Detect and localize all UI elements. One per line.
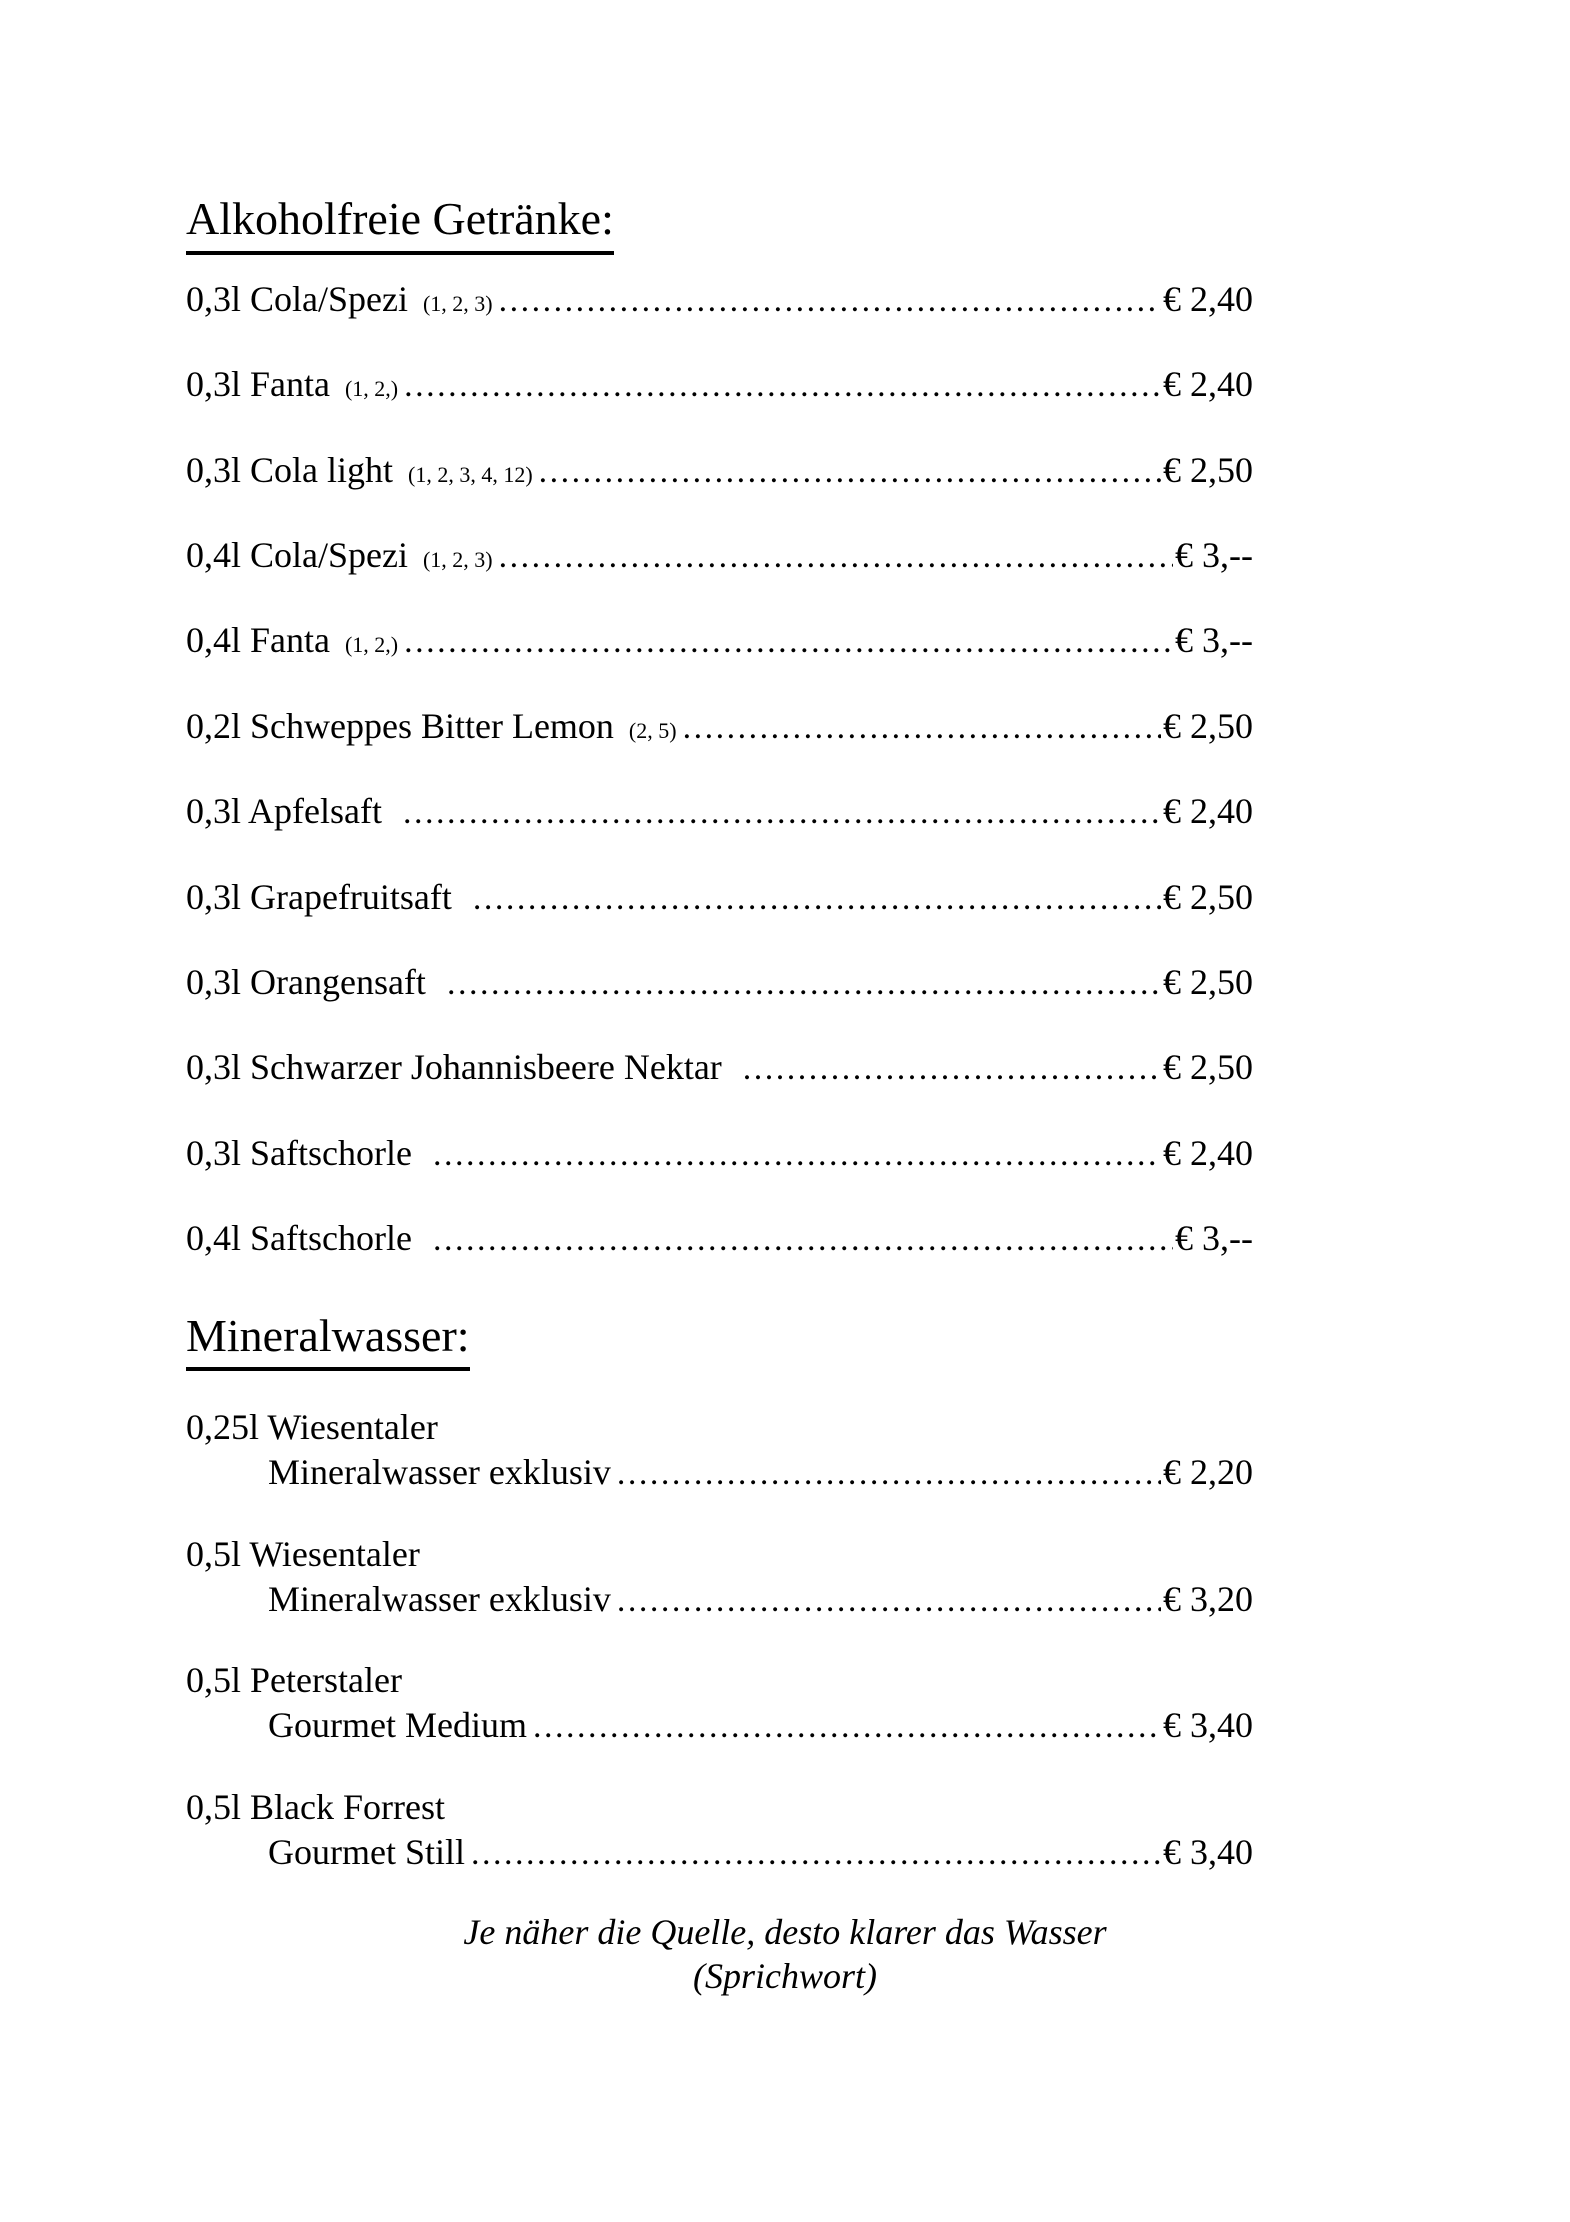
item-name: 0,3l Cola light	[186, 449, 393, 490]
dot-leader	[433, 1220, 1173, 1259]
item-price: € 2,40	[1163, 791, 1253, 832]
item-line1: 0,25l Wiesentaler	[186, 1407, 438, 1448]
item-note: (1, 2, 3, 4, 12)	[408, 461, 533, 487]
item-price: € 2,40	[1163, 1132, 1253, 1173]
menu-item-row	[186, 279, 1253, 320]
mineral-item	[186, 1405, 1253, 1496]
menu-item-row	[186, 1047, 1253, 1088]
menu-item-row	[186, 791, 1253, 832]
menu-item-row	[186, 450, 1253, 491]
menu-item-row	[186, 364, 1253, 405]
dot-leader	[617, 1453, 1161, 1496]
dot-leader	[433, 1135, 1161, 1174]
item-line2-row	[186, 1577, 1253, 1623]
menu-item-row	[186, 962, 1253, 1003]
dot-leader	[404, 366, 1161, 405]
item-line1: 0,5l Peterstaler	[186, 1660, 402, 1701]
section-heading-text: Mineralwasser:	[186, 1310, 470, 1372]
item-name: 0,3l Fanta	[186, 364, 330, 405]
item-name: 0,3l Orangensaft	[186, 962, 426, 1003]
item-name: 0,4l Cola/Spezi	[186, 535, 408, 576]
item-name: 0,3l Apfelsaft	[186, 791, 382, 832]
item-line2-row	[186, 1703, 1253, 1749]
menu-item-row	[186, 877, 1253, 918]
item-price: € 2,40	[1163, 278, 1253, 319]
item-price: € 3,--	[1175, 620, 1253, 661]
item-price: € 2,40	[1163, 364, 1253, 405]
item-price: € 2,50	[1163, 876, 1253, 917]
dot-leader	[404, 622, 1173, 661]
item-price: € 2,50	[1163, 449, 1253, 490]
item-line2: Mineralwasser exklusiv	[268, 1578, 611, 1619]
quote-attribution: (Sprichwort)	[693, 1955, 877, 1996]
item-price: € 3,--	[1175, 1218, 1253, 1259]
item-note: (2, 5)	[628, 717, 677, 743]
item-price: € 2,50	[1163, 962, 1253, 1003]
mineral-item	[186, 1785, 1253, 1876]
item-name: 0,4l Fanta	[186, 620, 330, 661]
item-line1: 0,5l Black Forrest	[186, 1786, 445, 1827]
section-heading-mineralwasser	[186, 1310, 1253, 1372]
footer-quote	[0, 1911, 1570, 1997]
menu-item-row	[186, 706, 1253, 747]
item-note: (1, 2,)	[344, 376, 399, 402]
item-price: € 3,20	[1163, 1578, 1253, 1619]
dot-leader	[683, 708, 1161, 747]
item-name: 0,3l Cola/Spezi	[186, 278, 408, 319]
mineral-item	[186, 1532, 1253, 1623]
item-note: (1, 2, 3)	[422, 290, 493, 316]
item-line2-row	[186, 1450, 1253, 1496]
item-price: € 2,50	[1163, 705, 1253, 746]
mineral-item	[186, 1658, 1253, 1749]
dot-leader	[743, 1049, 1161, 1088]
section-heading-text: Alkoholfreie Getränke:	[186, 193, 614, 255]
item-price: € 2,20	[1163, 1452, 1253, 1493]
item-line2: Mineralwasser exklusiv	[268, 1452, 611, 1493]
item-price: € 3,40	[1163, 1831, 1253, 1872]
menu-item-row	[186, 620, 1253, 661]
dot-leader	[617, 1580, 1161, 1623]
item-price: € 2,50	[1163, 1047, 1253, 1088]
menu-item-row	[186, 1218, 1253, 1259]
dot-leader	[533, 1706, 1161, 1749]
item-line2: Gourmet Medium	[268, 1705, 527, 1746]
menu-item-row	[186, 1133, 1253, 1174]
menu-item-row	[186, 535, 1253, 576]
dot-leader	[471, 1833, 1161, 1876]
dot-leader	[499, 537, 1173, 576]
quote-text: Je näher die Quelle, desto klarer das Wasser	[463, 1912, 1107, 1953]
item-line1: 0,5l Wiesentaler	[186, 1533, 420, 1574]
item-note: (1, 2, 3)	[422, 547, 493, 573]
item-line2-row	[186, 1830, 1253, 1876]
item-price: € 3,40	[1163, 1705, 1253, 1746]
item-name: 0,4l Saftschorle	[186, 1218, 412, 1259]
item-note: (1, 2,)	[344, 632, 399, 658]
item-name: 0,3l Schwarzer Johannisbeere Nektar	[186, 1047, 722, 1088]
dot-leader	[403, 793, 1161, 832]
dot-leader	[447, 964, 1161, 1003]
item-line2: Gourmet Still	[268, 1831, 465, 1872]
dot-leader	[499, 281, 1161, 320]
item-name: 0,3l Saftschorle	[186, 1132, 412, 1173]
dot-leader	[539, 452, 1161, 491]
item-name: 0,3l Grapefruitsaft	[186, 876, 452, 917]
dot-leader	[473, 879, 1161, 918]
item-price: € 3,--	[1175, 535, 1253, 576]
section-heading-alkoholfreie-getraenke	[186, 193, 1253, 255]
item-name: 0,2l Schweppes Bitter Lemon	[186, 705, 614, 746]
